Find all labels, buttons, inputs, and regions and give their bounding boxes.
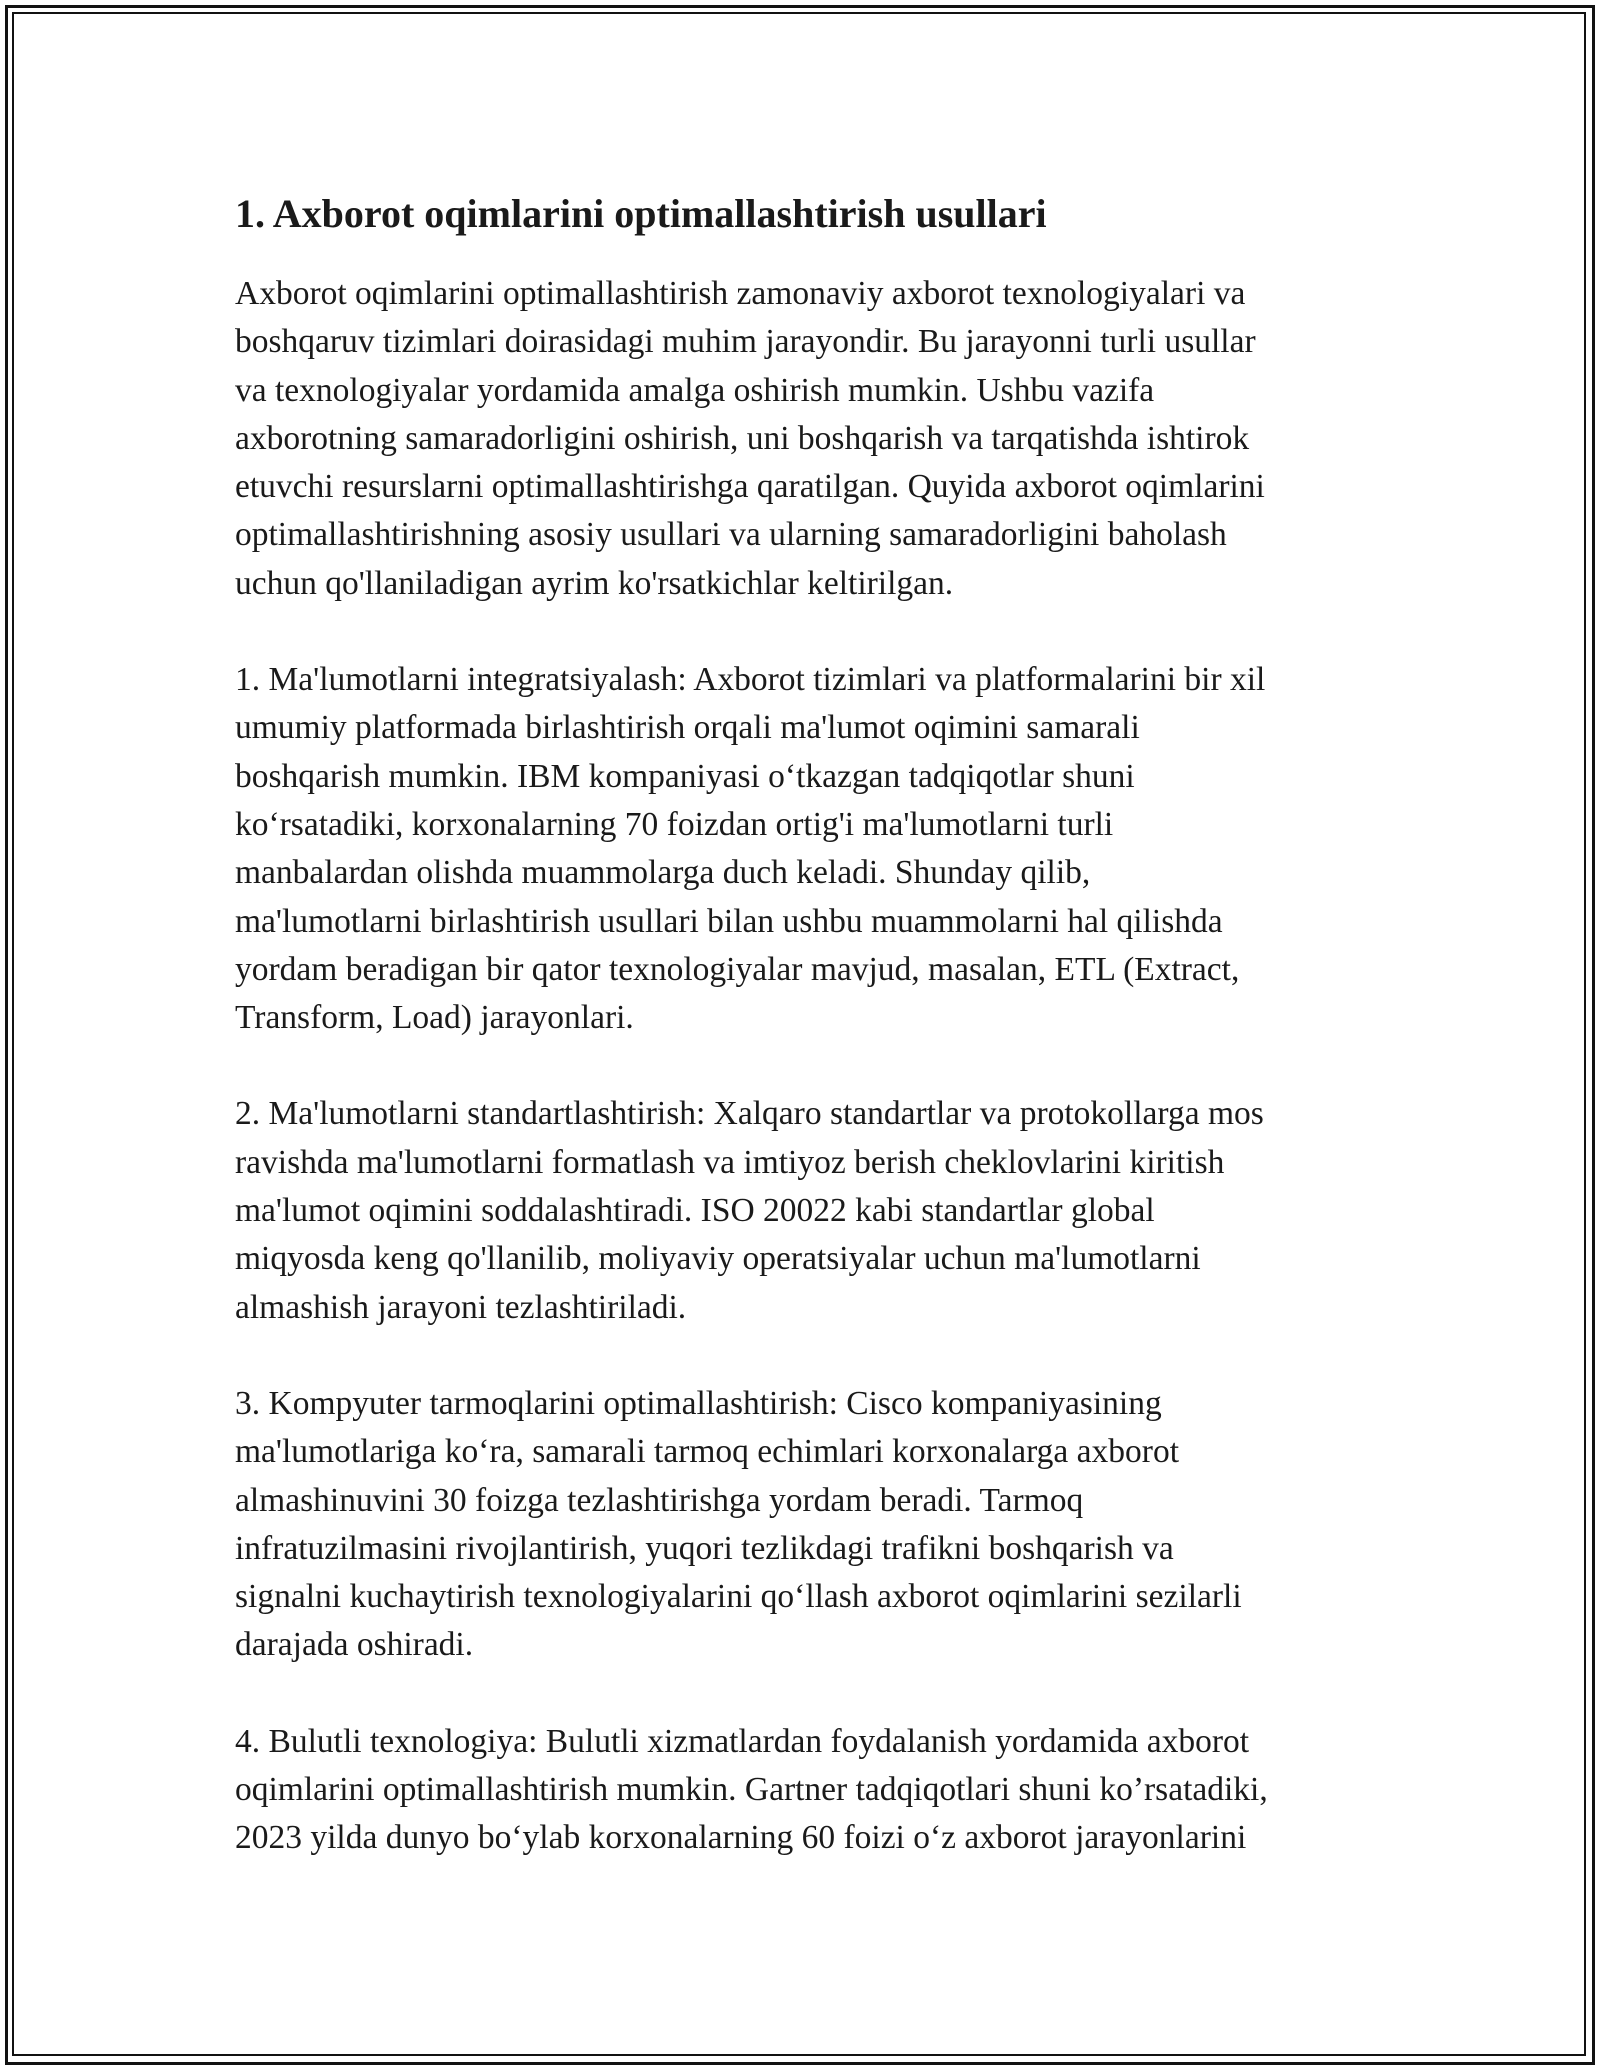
text-line: almashinuvini 30 foizga tezlashtirishga yordam beradi. Tarmoq	[235, 1481, 1084, 1519]
text-line: Axborot oqimlarini optimallashtirish zamonaviy axborot texnologiyalari va	[235, 275, 1246, 312]
text-line: 1. Ma'lumotlarni integratsiyalash: Axborot tizimlari va platformalarini bir xil	[235, 661, 1266, 699]
paragraph-cloud-technology	[235, 1718, 1385, 1863]
text-line: ma'lumot oqimini soddalashtiradi. ISO 20022 kabi standartlar global	[235, 1192, 1155, 1230]
document-body	[235, 184, 1385, 1911]
text-line: Transform, Load) jarayonlari.	[235, 999, 634, 1037]
text-line: oqimlarini optimallashtirish mumkin. Gartner tadqiqotlari shuni ko’rsatadiki,	[235, 1771, 1268, 1809]
text-line: 2023 yilda dunyo boʻylab korxonalarning 60 foizi oʻz axborot jarayonlarini	[235, 1819, 1247, 1857]
paragraph-network-optimization	[235, 1380, 1385, 1670]
paragraph-data-standardization	[235, 1090, 1385, 1331]
text-line: 2. Ma'lumotlarni standartlashtirish: Xalqaro standartlar va protokollarga mos	[235, 1095, 1264, 1133]
text-line: umumiy platformada birlashtirish orqali ma'lumot oqimini samarali	[235, 709, 1140, 747]
text-line: boshqarish mumkin. IBM kompaniyasi oʻtkazgan tadqiqotlar shuni	[235, 757, 1135, 795]
text-line: yordam beradigan bir qator texnologiyalar mavjud, masalan, ETL (Extract,	[235, 950, 1240, 988]
text-line: axborotning samaradorligini oshirish, uni boshqarish va tarqatishda ishtirok	[235, 419, 1250, 457]
text-line: ma'lumotlarni birlashtirish usullari bilan ushbu muammolarni hal qilishda	[235, 902, 1223, 940]
text-line: darajada oshiradi.	[235, 1626, 474, 1664]
text-line: boshqaruv tizimlari doirasidagi muhim jarayondir. Bu jarayonni turli usullar	[235, 323, 1256, 361]
text-line: koʻrsatadiki, korxonalarning 70 foizdan ortig'i ma'lumotlarni turli	[235, 805, 1114, 843]
text-line: miqyosda keng qo'llanilib, moliyaviy operatsiyalar uchun ma'lumotlarni	[235, 1240, 1201, 1278]
text-line: 3. Kompyuter tarmoqlarini optimallashtirish: Cisco kompaniyasining	[235, 1384, 1162, 1422]
intro-paragraph	[235, 270, 1385, 608]
text-line: etuvchi resurslarni optimallashtirishga qaratilgan. Quyida axborot oqimlarini	[235, 468, 1265, 506]
text-line: almashish jarayoni tezlashtiriladi.	[235, 1288, 687, 1326]
text-line: optimallashtirishning asosiy usullari va ularning samaradorligini baholash	[235, 516, 1227, 554]
paragraph-data-integration	[235, 656, 1385, 1042]
section-heading: 1. Axborot oqimlarini optimallashtirish usullari	[235, 191, 1047, 236]
text-line: signalni kuchaytirish texnologiyalarini qoʻllash axborot oqimlarini sezilarli	[235, 1578, 1242, 1616]
text-line: manbalardan olishda muammolarga duch keladi. Shunday qilib,	[235, 854, 1091, 892]
text-line: ma'lumotlariga koʻra, samarali tarmoq echimlari korxonalarga axborot	[235, 1433, 1180, 1471]
text-line: 4. Bulutli texnologiya: Bulutli xizmatlardan foydalanish yordamida axborot	[235, 1722, 1250, 1760]
text-line: va texnologiyalar yordamida amalga oshirish mumkin. Ushbu vazifa	[235, 371, 1155, 409]
text-line: infratuzilmasini rivojlantirish, yuqori tezlikdagi trafikni boshqarish va	[235, 1529, 1174, 1567]
text-line: uchun qo'llaniladigan ayrim ko'rsatkichlar keltirilgan.	[235, 564, 954, 602]
text-line: ravishda ma'lumotlarni formatlash va imtiyoz berish cheklovlarini kiritish	[235, 1143, 1225, 1181]
